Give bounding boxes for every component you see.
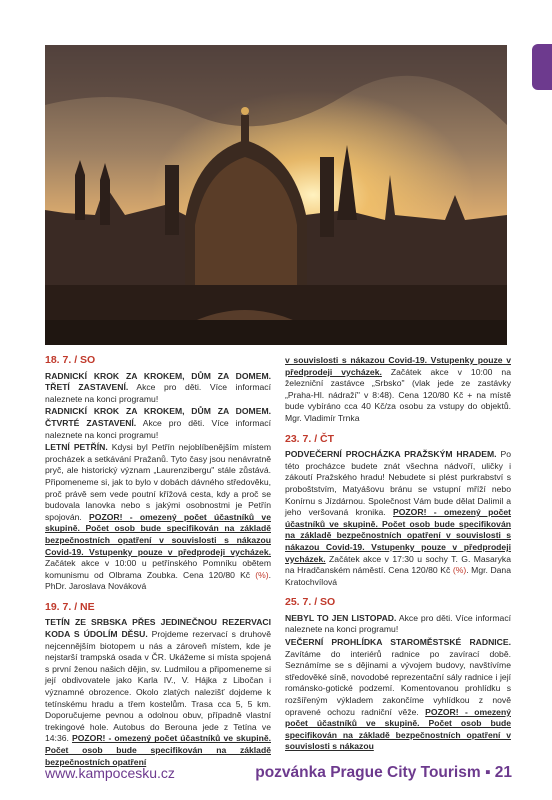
date-heading: 25. 7. / SO <box>285 596 336 609</box>
capacity-warning: v souvislosti s nákazou Covid-19. Vstupenky pouze v předprodeji vycházek. <box>285 355 511 377</box>
event-text: Po této procházce budete znát všechna nádvoří, uličky i zákoutí Pražského hradu! Nebudete si plést purkrabství s proboštstvím, Matyášovu bránu se vstupní mříží nebo Konírnu s Jízdárnou. Společnost Vám bude dělat Dalimil a jeho veršovaná kronika. <box>285 449 511 518</box>
event-entry <box>45 406 271 441</box>
capacity-warning: POZOR! - omezený počet účastníků ve skupině. Počet osob bude specifikován na základě bezpečnostních opatření v souvislosti s nákazou Covid-19. Vstupenky pouze v předprodeji vycházek. <box>285 507 512 564</box>
event-title: PODVEČERNÍ PROCHÁZKA PRAŽSKÝM HRADEM. <box>285 449 497 460</box>
page-edge-tab <box>532 44 552 90</box>
page-footer <box>45 763 512 783</box>
event-entry <box>285 613 511 636</box>
date-heading: 23. 7. / ČT <box>285 432 335 445</box>
event-text: Kdysi byl Petřín nejoblíbenějším místem procházek a setkávání Pražanů. Tyto časy jsou nenávratně pryč, ale historický význam „Laurenzibergu" stále zůstává. Připomeneme si, jak to bylo v dobách dávného středověku, proč právě sem vede poutní křížová cesta, kdy a proč se budovala lanovka nebo s jakými osobnostmi je Petřín spojován. <box>45 442 271 522</box>
brand-text: pozvánka Prague City Tourism <box>255 764 481 781</box>
event-text: Začátek akce v 17:30 u sochy T. G. Masaryka na Hradčanském náměstí. Cena 120/80 Kč <box>285 553 511 576</box>
event-entry <box>285 449 511 588</box>
capacity-warning: POZOR! - omezený počet účastníků ve skupině. Počet osob bude specifikován na základě bezpečnostních opatření <box>45 733 271 767</box>
event-entry <box>285 637 511 753</box>
event-text: Projdeme rezervací s druhově nejcennějším biotopem u nás a zároveň místem, kde je nejstarší trampská osada v ČR. Ukážeme si místa spojená s první ženou našich dějin, sv. Ludmilou a připomeneme si její obdivovatele jako Karla IV., V. Hájka z Libočan i významné obrozence. Okolo zlatých nalezišť dojdeme k tetínskému hradu a třem kostelům. Trasa cca 5, 5 km. Doporučujeme pevnou a odolnou obuv, případně vlastní trekingové hole. Autobus do Berouna jede z Tetína ve 14:36. <box>45 629 271 744</box>
event-text: Akce pro děti. Více informací naleznete na konci programu! <box>45 382 271 404</box>
event-title: NEBYL TO JEN LISTOPAD. <box>285 612 397 623</box>
website-link[interactable]: www.kampocesku.cz <box>45 765 175 781</box>
date-heading: 18. 7. / SO <box>45 354 96 366</box>
page-number: 21 <box>494 764 512 781</box>
right-column <box>285 355 511 754</box>
discount-mark: (%) <box>452 565 467 576</box>
left-column <box>45 355 271 769</box>
event-text: Akce pro děti. Více informací naleznete na konci programu! <box>45 417 271 440</box>
event-entry <box>45 442 271 593</box>
event-text: Akce pro děti. Více informací naleznete na konci programu! <box>285 612 512 635</box>
event-title: RADNICKÍ KROK ZA KROKEM, DŮM ZA DOMEM. TŘETÍ ZASTAVENÍ. <box>45 370 271 393</box>
event-entry <box>45 371 271 406</box>
event-text: Začátek akce v 10:00 u petřínského Pomníku obětem komunismu od Olbrama Zoubka. Cena 120/80 Kč <box>45 558 271 580</box>
event-text: . Mgr. Dana Kratochvílová <box>285 565 511 587</box>
event-text: . PhDr. Jaroslava Nováková <box>45 569 271 592</box>
footer-brand: pozvánka Prague City Tourism ▪ 21 <box>255 764 512 781</box>
event-entry <box>45 617 271 768</box>
discount-mark: (%) <box>255 569 269 580</box>
event-title: LETNÍ PETŘÍN. <box>45 442 108 453</box>
event-title: RADNICKÍ KROK ZA KROKEM, DŮM ZA DOMEM. ČTVRTÉ ZASTAVENÍ. <box>45 406 271 428</box>
event-text: Zavítáme do interiérů radnice po zavírací době. Seznámíme se s dějinami a vývojem budovy, navštívíme středověké síně, novodobé reprezentační sály radnice i její románsko-gotické podzemí. Komentovanou prohlídku s rozšířeným výkladem zakončíme vyhlídkou z nově opravené ochozu radniční věže. <box>285 648 511 717</box>
event-text: Začátek akce v 10:00 na železniční zastávce „Srbsko" (vlak jede ze zastávky „Praha-Hl. nádraží" v 8:48). Cena 120/80 Kč + na místě bude vybíráno cca 40 Kč/za osobu za vstupy do objektů. Mgr. Vladimír Trnka <box>285 366 511 423</box>
event-entry <box>285 355 511 425</box>
event-title: VEČERNÍ PROHLÍDKA STAROMĚSTSKÉ RADNICE. <box>285 637 511 648</box>
date-heading: 19. 7. / NE <box>45 600 95 613</box>
prague-sunset-photo <box>45 45 507 345</box>
event-title: TETÍN ZE SRBSKA PŘES JEDINEČNOU REZERVACI KODA S ÚDOLÍM DĚSU. <box>45 617 271 640</box>
capacity-warning: POZOR! - omezený počet účastníků ve skupině. Počet osob bude specifikován na základě bezpečnostních opatření v souvislosti s nákazou Covid-19. Vstupenky pouze v předprodeji vycházek. <box>45 511 271 557</box>
capacity-warning: POZOR! - omezený počet účastníků ve skupině. Počet osob bude specifikován na základě bezpečnostních opatření v souvislosti s nákazou <box>285 706 511 752</box>
